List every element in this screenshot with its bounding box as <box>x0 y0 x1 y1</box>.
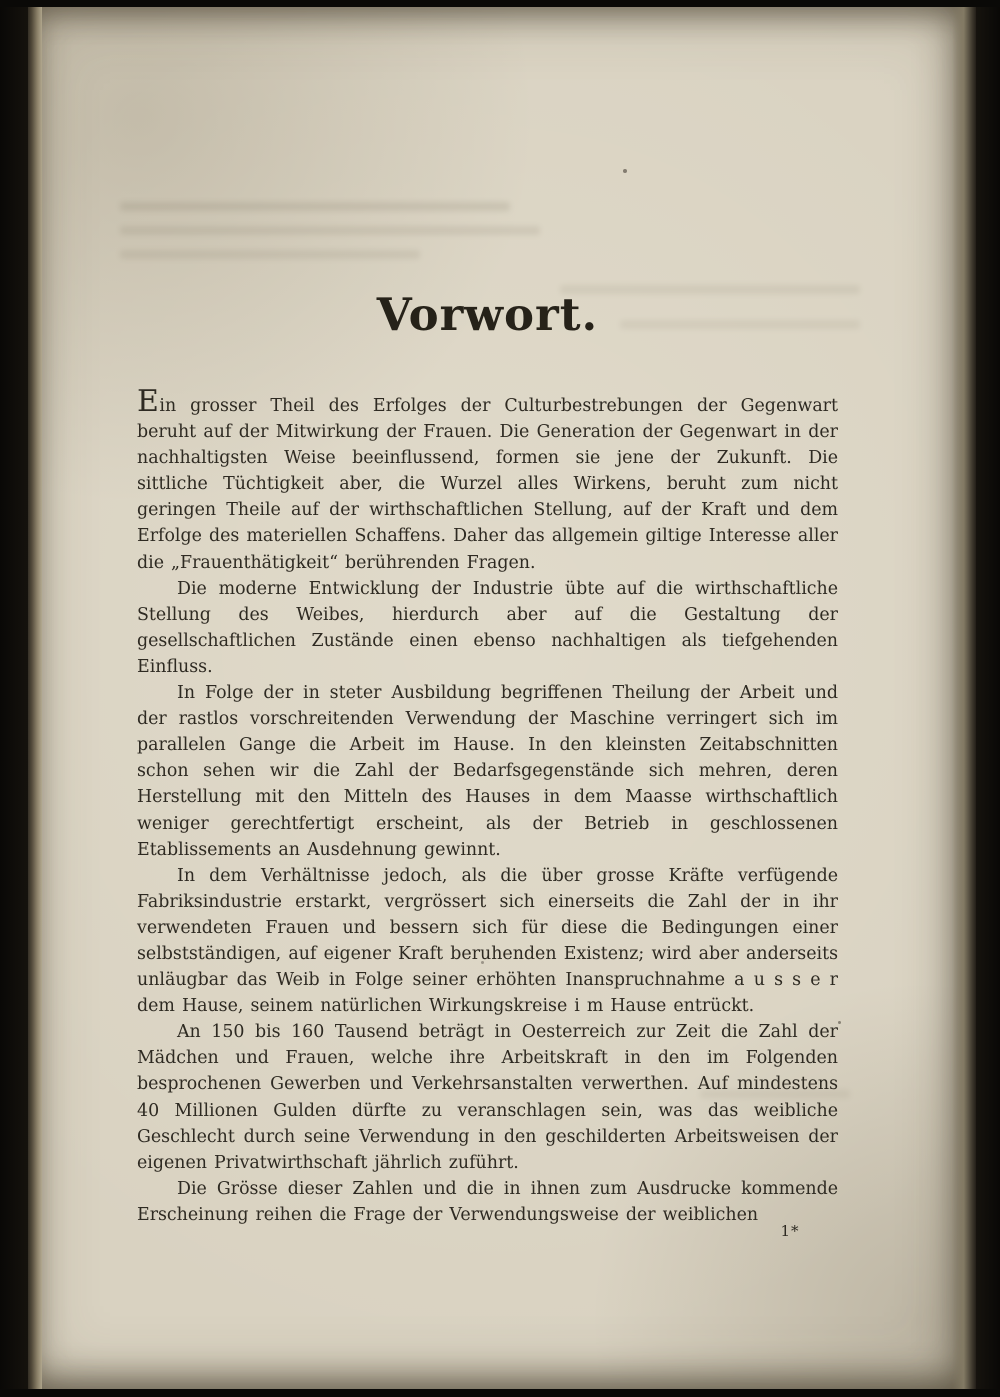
paragraph-4: In dem Verhältnisse jedoch, als die über grosse Kräfte verfügende Fabriksindustrie erstarkt, vergrössert sich einerseits die Zahl der in ihr verwendeten Frauen und bessern sich für diese die Bedingungen einer selbstständigen, auf eigener Kraft beruhenden Existenz; wird aber anderseits unläugbar das Weib in Folge seiner erhöhten Inanspruchnahme a u s s e r dem Hause, seinem natürlichen Wirkungskreise i m Hause entrückt. <box>137 865 838 1017</box>
ink-bleedthrough <box>120 202 510 211</box>
scan-background-bottom <box>0 1389 1000 1397</box>
page-title: Vorwort. <box>376 288 599 341</box>
ink-bleedthrough <box>120 250 420 259</box>
paper-speck <box>623 169 627 173</box>
scan-background-right <box>976 0 1000 1397</box>
paragraph-3: In Folge der in steter Ausbildung begriffenen Theilung der Arbeit und der rastlos vorschreitenden Verwendung der Maschine verringert sich im parallelen Gange die Arbeit im Hause. In den kleinsten Zeitabschnitten schon sehen wir die Zahl der Bedarfsgegenstände sich mehren, deren Herstellung mit den Mitteln des Hauses in dem Maasse wirthschaftlich weniger gerechtfertigt erscheint, als der Betrieb in geschlossenen Etablissements an Ausdehnung gewinnt. <box>137 683 838 860</box>
right-page-edges <box>952 6 978 1390</box>
paragraph-1-text: in grosser Theil des Erfolges der Culturbestrebungen der Gegenwart beruht auf der Mitwirkung der Frauen. Die Generation der Gegenwart in der nachhaltigsten Weise beeinflussend, formen sie jene der Zukunft. Die sittliche Tüchtigkeit aber, die Wurzel alles Wirkens, beruht zum nicht geringen Theile auf der wirthschaftlichen Stellung, auf der Kraft und dem Erfolge des materiellen Schaffens. Daher das allgemein giltige Interesse aller die „Frauenthätigkeit“ berührenden Fragen. <box>137 396 838 573</box>
paragraph-5: An 150 bis 160 Tausend beträgt in Oesterreich zur Zeit die Zahl der Mädchen und Frauen, welche ihre Arbeitskraft in den im Folgenden besprochenen Gewerben und Verkehrsanstalten verwerthen. Auf mindestens 40 Millionen Gulden dürfte zu veranschlagen sein, was das weibliche Geschlecht durch seine Verwendung in den geschilderten Arbeitsweisen der eigenen Privatwirthschaft jährlich zuführt. <box>137 1022 838 1173</box>
scan-background-top <box>0 0 1000 7</box>
paragraph-2: Die moderne Entwicklung der Industrie übte auf die wirthschaftliche Stellung des Weibes, hierdurch aber auf die Gestaltung der gesellschaftlichen Zustände einen ebenso nachhaltigen als tiefgehenden Einfluss. <box>137 578 838 677</box>
paper-speck <box>838 1021 841 1024</box>
page-number: 1* <box>780 1222 800 1240</box>
paragraph-6: Die Grösse dieser Zahlen und die in ihnen zum Ausdrucke kommende Erscheinung reihen die Frage der Verwendungsweise der weiblichen <box>137 1178 838 1225</box>
scan-background-left <box>0 0 28 1397</box>
body-text <box>137 384 838 1228</box>
paragraph-1 <box>137 384 838 576</box>
left-page-edges <box>26 6 42 1390</box>
drop-cap-initial: E <box>137 384 160 419</box>
ink-bleedthrough <box>120 226 540 235</box>
